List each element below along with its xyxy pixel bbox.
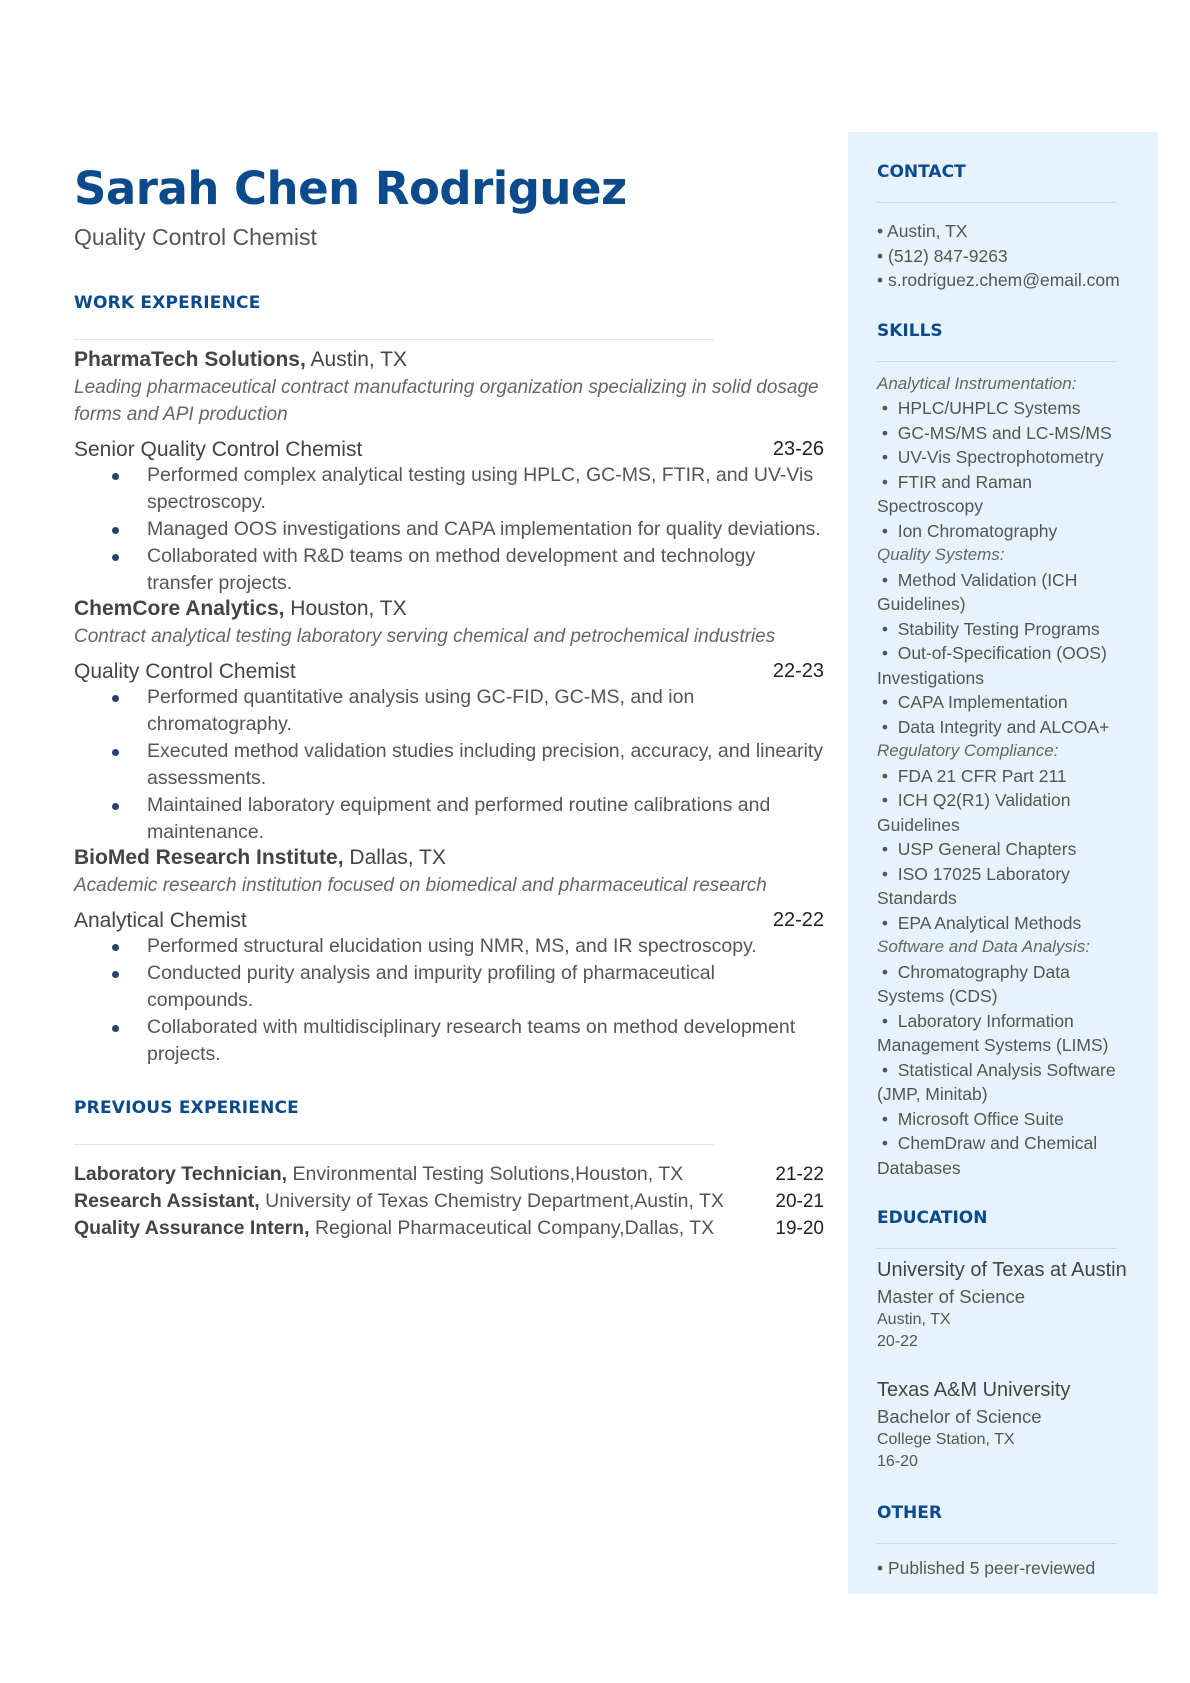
skill-item: • Microsoft Office Suite <box>877 1108 1064 1129</box>
skill-item: • FDA 21 CFR Part 211 <box>877 765 1067 786</box>
job-entry <box>74 846 824 1068</box>
sidebar-content <box>877 132 1137 1581</box>
skill-item: • Data Integrity and ALCOA+ <box>877 716 1110 737</box>
previous-org: Environmental Testing Solutions,Houston, TX <box>292 1163 684 1185</box>
job-description: Contract analytical testing laboratory serving chemical and petrochemical industries <box>74 626 776 647</box>
skill-item: • Out-of-Specification (OOS) <box>877 643 1107 663</box>
education-dates: 16-20 <box>877 1453 918 1470</box>
job-location: Dallas, TX <box>349 846 446 869</box>
job-company: ChemCore Analytics, <box>74 597 285 620</box>
job-role-row <box>74 660 824 684</box>
job-role-row <box>74 909 824 933</box>
job-location: Houston, TX <box>290 597 407 620</box>
skill-item: • ChemDraw and Chemical <box>877 1133 1098 1153</box>
bullet-dot-icon <box>112 473 119 480</box>
contact-phone: • (512) 847-9263 <box>877 245 1008 266</box>
job-bullets <box>74 933 824 1068</box>
skills-heading: SKILLS <box>877 320 943 341</box>
bullet-item: Maintained laboratory equipment and performed routine calibrations and maintenance. <box>74 792 824 846</box>
education-dates: 20-22 <box>877 1333 918 1350</box>
bullet-item: Performed structural elucidation using NMR, MS, and IR spectroscopy. <box>74 933 824 960</box>
job-entry <box>74 597 824 846</box>
bullet-dot-icon <box>112 527 119 534</box>
education-entry <box>877 1377 1137 1473</box>
skill-item: • HPLC/UHPLC Systems <box>877 398 1081 418</box>
bullet-dot-icon <box>112 554 119 561</box>
bullet-dot-icon <box>112 1025 119 1032</box>
job-dates: 22-22 <box>772 909 824 931</box>
job-company: BioMed Research Institute, <box>74 846 344 869</box>
previous-org: Regional Pharmaceutical Company,Dallas, TX <box>314 1217 715 1239</box>
skill-item: • Stability Testing Programs <box>877 618 1100 639</box>
skill-item: • USP General Chapters <box>877 839 1077 859</box>
previous-org: University of Texas Chemistry Department,Austin, TX <box>265 1190 724 1212</box>
skill-item: Investigations <box>877 667 985 688</box>
skill-category: Regulatory Compliance: <box>877 741 1059 760</box>
skill-item: • Chromatography Data <box>877 961 1070 982</box>
work-divider <box>74 339 714 340</box>
bullet-item: Collaborated with R&D teams on method development and technology transfer projects. <box>74 543 824 597</box>
skill-item: • Laboratory Information <box>877 1010 1074 1031</box>
job-company-line <box>74 597 824 621</box>
job-location: Austin, TX <box>310 348 408 371</box>
other-list <box>877 1556 1137 1581</box>
previous-role: Research Assistant, <box>74 1190 260 1212</box>
skill-item: • CAPA Implementation <box>877 692 1068 712</box>
skill-item: • FTIR and Raman <box>877 471 1032 492</box>
bullet-dot-icon <box>112 944 119 951</box>
skill-item: Guidelines <box>877 814 960 835</box>
job-role: Senior Quality Control Chemist <box>74 438 363 461</box>
previous-item <box>74 1188 824 1215</box>
job-company: PharmaTech Solutions, <box>74 348 306 371</box>
skill-item: Databases <box>877 1157 961 1178</box>
main-column <box>74 160 824 1242</box>
contact-divider <box>877 202 1117 203</box>
contact-email: • s.rodriguez.chem@email.com <box>877 270 1120 290</box>
contact-heading: CONTACT <box>877 162 966 182</box>
previous-list <box>74 1161 824 1242</box>
bullet-item: Performed quantitative analysis using GC-FID, GC-MS, and ion chromatography. <box>74 684 824 738</box>
job-dates: 22-23 <box>772 660 824 682</box>
previous-item <box>74 1161 824 1188</box>
other-divider <box>877 1543 1117 1544</box>
skill-item: • GC-MS/MS and LC-MS/MS <box>877 422 1112 443</box>
education-entry <box>877 1257 1137 1353</box>
job-company-line <box>74 846 824 870</box>
previous-dates: 20-21 <box>775 1191 824 1212</box>
bullet-dot-icon <box>112 803 119 810</box>
education-degree: Bachelor of Science <box>877 1406 1042 1427</box>
skill-item: • ISO 17025 Laboratory <box>877 863 1070 884</box>
education-heading: EDUCATION <box>877 1208 988 1228</box>
education-degree: Master of Science <box>877 1286 1026 1307</box>
previous-dates: 21-22 <box>775 1164 824 1185</box>
contact-location: • Austin, TX <box>877 221 968 241</box>
other-item: • Published 5 peer-reviewed <box>877 1558 1096 1578</box>
skill-item: Standards <box>877 888 957 908</box>
previous-role: Laboratory Technician, <box>74 1163 288 1185</box>
skill-item: • Statistical Analysis Software <box>877 1059 1116 1080</box>
job-bullets <box>74 684 824 846</box>
bullet-item: Managed OOS investigations and CAPA implementation for quality deviations. <box>74 516 824 543</box>
previous-item <box>74 1215 824 1242</box>
work-experience-heading: WORK EXPERIENCE <box>74 293 261 313</box>
bullet-item: Executed method validation studies including precision, accuracy, and linearity assessments. <box>74 738 824 792</box>
skill-item: Management Systems (LIMS) <box>877 1035 1109 1055</box>
skill-item: Guidelines) <box>877 594 966 614</box>
sidebar <box>848 132 1158 1594</box>
previous-divider <box>74 1144 714 1145</box>
skill-item: • Method Validation (ICH <box>877 569 1078 590</box>
bullet-dot-icon <box>112 971 119 978</box>
skill-item: • UV-Vis Spectrophotometry <box>877 447 1104 467</box>
job-role: Quality Control Chemist <box>74 660 296 683</box>
bullet-item: Conducted purity analysis and impurity profiling of pharmaceutical compounds. <box>74 960 824 1014</box>
skill-item: • EPA Analytical Methods <box>877 912 1082 933</box>
previous-role: Quality Assurance Intern, <box>74 1217 310 1239</box>
education-school: University of Texas at Austin <box>877 1259 1127 1281</box>
job-role: Analytical Chemist <box>74 909 247 932</box>
bullet-dot-icon <box>112 749 119 756</box>
job-description: Leading pharmaceutical contract manufacturing organization specializing in solid dosage forms and API production <box>74 377 819 425</box>
skill-item: (JMP, Minitab) <box>877 1084 988 1104</box>
education-divider <box>877 1248 1117 1249</box>
job-entry <box>74 348 824 597</box>
skills-divider <box>877 361 1117 362</box>
bullet-item: Collaborated with multidisciplinary research teams on method development projects. <box>74 1014 824 1068</box>
bullet-item: Performed complex analytical testing using HPLC, GC-MS, FTIR, and UV-Vis spectroscopy. <box>74 462 824 516</box>
skill-item: Spectroscopy <box>877 496 984 516</box>
skill-category: Analytical Instrumentation: <box>877 373 1077 393</box>
skill-item: • Ion Chromatography <box>877 520 1058 541</box>
skills-list <box>877 372 1137 1181</box>
candidate-name: Sarah Chen Rodriguez <box>74 162 627 215</box>
previous-dates: 19-20 <box>775 1218 824 1239</box>
education-location: College Station, TX <box>877 1431 1015 1448</box>
job-company-line <box>74 348 824 372</box>
job-bullets <box>74 462 824 597</box>
skill-item: Systems (CDS) <box>877 986 998 1006</box>
job-description: Academic research institution focused on biomedical and pharmaceutical research <box>74 875 767 896</box>
contact-list <box>877 219 1137 293</box>
skill-item: • ICH Q2(R1) Validation <box>877 790 1071 810</box>
previous-experience-heading: PREVIOUS EXPERIENCE <box>74 1098 299 1118</box>
skill-category: Software and Data Analysis: <box>877 937 1090 956</box>
education-location: Austin, TX <box>877 1311 951 1328</box>
bullet-dot-icon <box>112 695 119 702</box>
job-dates: 23-26 <box>772 438 824 460</box>
education-school: Texas A&M University <box>877 1379 1071 1401</box>
skill-category: Quality Systems: <box>877 545 1005 564</box>
candidate-title: Quality Control Chemist <box>74 224 317 250</box>
other-heading: OTHER <box>877 1503 942 1523</box>
job-role-row <box>74 438 824 462</box>
